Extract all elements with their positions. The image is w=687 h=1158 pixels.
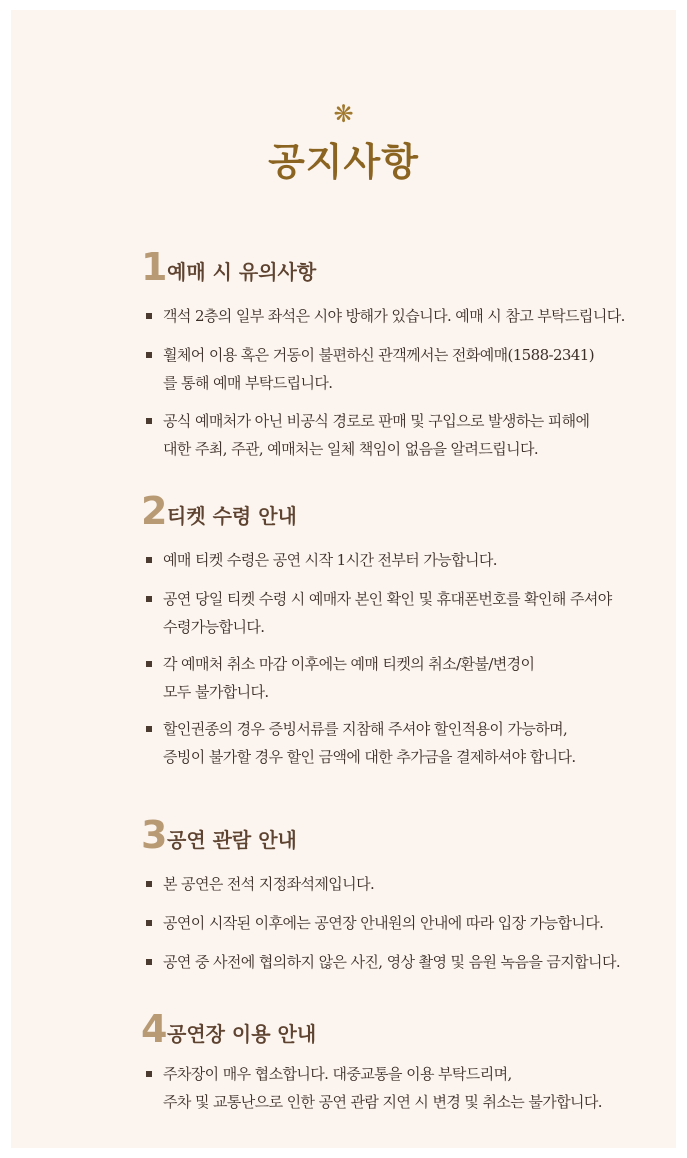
section-title: 티켓 수령 안내 (167, 504, 297, 528)
bullet-square-icon (146, 726, 152, 732)
notice-item (146, 948, 636, 976)
snowflake-icon: ❋ (333, 100, 354, 128)
section-number: 1 (141, 245, 168, 289)
bullet-square-icon (146, 1071, 152, 1077)
bullet-square-icon (146, 352, 152, 358)
notice-text: 주차장이 매우 협소합니다. 대중교통을 이용 부탁드리며, (163, 1065, 512, 1083)
notice-text: 대한 주최, 주관, 예매처는 일체 책임이 없음을 알려드립니다. (163, 440, 539, 458)
notice-item (146, 909, 636, 937)
section-title: 예매 시 유의사항 (167, 260, 317, 284)
bullet-square-icon (146, 920, 152, 926)
section-number: 4 (141, 1007, 168, 1051)
notice-item (146, 407, 636, 463)
section-number: 2 (141, 489, 168, 533)
notice-item (146, 341, 636, 397)
notice-text: 주차 및 교통난으로 인한 공연 관람 지연 시 변경 및 취소는 불가합니다. (163, 1093, 602, 1111)
notice-text: 공식 예매처가 아닌 비공식 경로로 판매 및 구입으로 발생하는 피해에 (163, 412, 590, 430)
section-title: 공연장 이용 안내 (167, 1022, 317, 1046)
notice-text: 본 공연은 전석 지정좌석제입니다. (163, 875, 375, 893)
notice-text: 증빙이 불가할 경우 할인 금액에 대한 추가금을 결제하셔야 합니다. (163, 748, 576, 766)
notice-text: 휠체어 이용 혹은 거동이 불편하신 관객께서는 전화예매(1588-2341) (163, 346, 595, 364)
bullet-square-icon (146, 881, 152, 887)
notice-item (146, 650, 636, 706)
notice-text: 공연 당일 티켓 수령 시 예매자 본인 확인 및 휴대폰번호를 확인해 주셔야 (163, 590, 612, 608)
notice-text: 공연 중 사전에 협의하지 않은 사진, 영상 촬영 및 음원 녹음을 금지합니다. (163, 953, 620, 971)
bullet-square-icon (146, 557, 152, 563)
notice-text: 공연이 시작된 이후에는 공연장 안내원의 안내에 따라 입장 가능합니다. (163, 914, 604, 932)
notice-text: 수령가능합니다. (163, 618, 265, 636)
notice-text: 모두 불가합니다. (163, 683, 269, 701)
bullet-square-icon (146, 959, 152, 965)
notice-text: 각 예매처 취소 마감 이후에는 예매 티켓의 취소/환불/변경이 (163, 655, 535, 673)
notice-item (146, 302, 636, 330)
notice-text: 객석 2층의 일부 좌석은 시야 방해가 있습니다. 예매 시 참고 부탁드립니다. (163, 307, 625, 325)
notice-text: 를 통해 예매 부탁드립니다. (163, 374, 333, 392)
notice-panel (11, 10, 676, 1148)
notice-item (146, 585, 636, 641)
notice-item (146, 870, 636, 898)
section-title: 공연 관람 안내 (167, 828, 297, 852)
section-number: 3 (141, 813, 168, 857)
notice-text: 예매 티켓 수령은 공연 시작 1시간 전부터 가능합니다. (163, 551, 497, 569)
page-title: 공지사항 (268, 139, 419, 184)
notice-item (146, 715, 636, 771)
notice-text: 할인권종의 경우 증빙서류를 지참해 주셔야 할인적용이 가능하며, (163, 720, 568, 738)
bullet-square-icon (146, 418, 152, 424)
bullet-square-icon (146, 661, 152, 667)
notice-item (146, 1060, 636, 1116)
bullet-square-icon (146, 596, 152, 602)
notice-item (146, 546, 636, 574)
bullet-square-icon (146, 313, 152, 319)
